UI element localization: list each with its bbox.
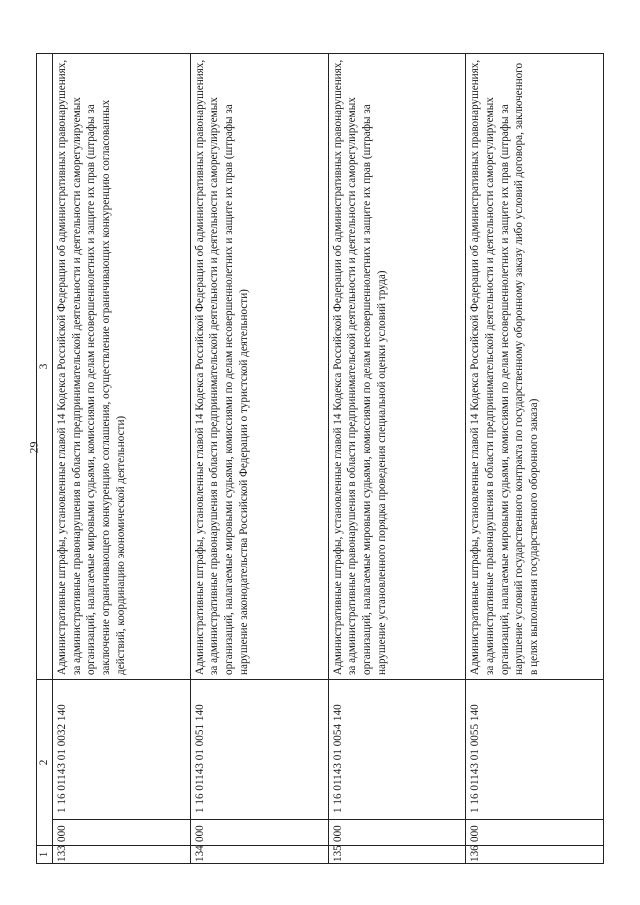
budget-code: 1 16 01143 01 0055 140 [466, 680, 604, 820]
row-number: 133 [53, 846, 191, 864]
row-number: 135 [328, 846, 466, 864]
admin-code: 000 [190, 820, 328, 846]
admin-code: 000 [328, 820, 466, 846]
budget-code: 1 16 01143 01 0032 140 [53, 680, 191, 820]
budget-code: 1 16 01143 01 0051 140 [190, 680, 328, 820]
admin-code: 000 [53, 820, 191, 846]
rotated-table-container [36, 54, 604, 864]
budget-code: 1 16 01143 01 0054 140 [328, 680, 466, 820]
income-description: Административные штрафы, установленные главой 14 Кодекса Российской Федерации об административных правонарушениях, за административные правонарушения в области предпринимательской деятельности и деятельности саморегулируемых организаций, налагаемые мировыми судьями, комиссиями по делам несовершеннолетних и защите их прав (штрафы за заключение ограничивающего конкуренцию соглашения, осуществление ограничивающих конкуренцию согласованных действий, координацию экономической деятельности) [53, 54, 191, 680]
table-row [53, 54, 191, 864]
income-description: Административные штрафы, установленные главой 14 Кодекса Российской Федерации об административных правонарушениях, за административные правонарушения в области предпринимательской деятельности и деятельности саморегулируемых организаций, налагаемые мировыми судьями, комиссиями по делам несовершеннолетних и защите их прав (штрафы за нарушение установленного порядка проведения специальной оценки условий труда) [328, 54, 466, 680]
page-number: 29 [26, 441, 41, 454]
header-col-3: 3 [37, 54, 53, 680]
table-row [466, 54, 604, 864]
budget-classification-table [36, 53, 604, 864]
admin-code: 000 [466, 820, 604, 846]
income-description: Административные штрафы, установленные главой 14 Кодекса Российской Федерации об административных правонарушениях, за административные правонарушения в области предпринимательской деятельности и деятельности саморегулируемых организаций, налагаемые мировыми судьями, комиссиями по делам несовершеннолетних и защите их прав (штрафы за нарушение условий государственного контракта по государственному оборонному заказу либо условий договора, заключенного в целях выполнения государственного оборонного заказа) [466, 54, 604, 680]
table-header-row [37, 54, 53, 864]
table-row [328, 54, 466, 864]
row-number: 136 [466, 846, 604, 864]
row-number: 134 [190, 846, 328, 864]
income-description: Административные штрафы, установленные главой 14 Кодекса Российской Федерации об административных правонарушениях, за административные правонарушения в области предпринимательской деятельности и деятельности саморегулируемых организаций, налагаемые мировыми судьями, комиссиями по делам несовершеннолетних и защите их прав (штрафы за нарушение законодательства Российской Федерации о туристской деятельности) [190, 54, 328, 680]
header-col-2: 2 [37, 680, 53, 846]
table-row [190, 54, 328, 864]
header-col-1: 1 [37, 846, 53, 864]
